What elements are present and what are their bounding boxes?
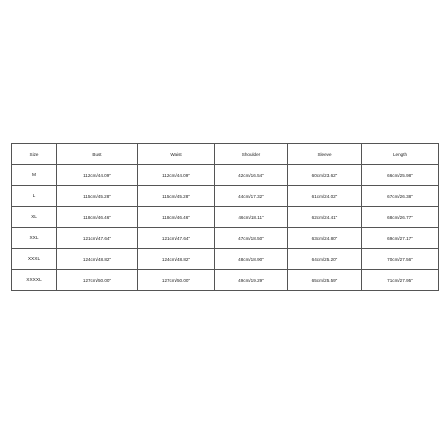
cell-waist: 115cm/45.28"	[138, 186, 215, 207]
cell-sleeve: 61cm/24.02"	[288, 186, 362, 207]
table-row	[12, 228, 439, 249]
cell-length: 69cm/27.17"	[362, 228, 439, 249]
cell-size: XXXXL	[12, 270, 57, 291]
cell-sleeve: 65cm/25.59"	[288, 270, 362, 291]
cell-shoulder: 49cm/19.29"	[215, 270, 288, 291]
cell-waist: 112cm/44.09"	[138, 165, 215, 186]
cell-length: 71cm/27.95"	[362, 270, 439, 291]
header-row	[12, 144, 439, 165]
cell-shoulder: 44cm/17.32"	[215, 186, 288, 207]
cell-sleeve: 62cm/24.41"	[288, 207, 362, 228]
table-row	[12, 165, 439, 186]
cell-shoulder: 48cm/18.90"	[215, 249, 288, 270]
cell-bust: 124cm/48.82"	[57, 249, 138, 270]
cell-length: 66cm/25.98"	[362, 165, 439, 186]
cell-waist: 121cm/47.64"	[138, 228, 215, 249]
cell-bust: 127cm/50.00"	[57, 270, 138, 291]
cell-sleeve: 63cm/24.80"	[288, 228, 362, 249]
header-size: Size	[12, 144, 57, 165]
cell-size: M	[12, 165, 57, 186]
cell-waist: 124cm/48.82"	[138, 249, 215, 270]
cell-shoulder: 46cm/18.11"	[215, 207, 288, 228]
header-length: Length	[362, 144, 439, 165]
header-sleeve: Sleeve	[288, 144, 362, 165]
cell-bust: 115cm/45.28"	[57, 186, 138, 207]
cell-size: L	[12, 186, 57, 207]
cell-length: 67cm/26.38"	[362, 186, 439, 207]
cell-bust: 121cm/47.64"	[57, 228, 138, 249]
cell-size: XXXL	[12, 249, 57, 270]
cell-length: 68cm/26.77"	[362, 207, 439, 228]
table-row	[12, 270, 439, 291]
cell-shoulder: 47cm/18.50"	[215, 228, 288, 249]
cell-size: XL	[12, 207, 57, 228]
cell-size: XXL	[12, 228, 57, 249]
cell-bust: 118cm/46.46"	[57, 207, 138, 228]
cell-bust: 112cm/44.09"	[57, 165, 138, 186]
table-row	[12, 186, 439, 207]
header-shoulder: Shoulder	[215, 144, 288, 165]
table-row	[12, 207, 439, 228]
cell-waist: 127cm/50.00"	[138, 270, 215, 291]
cell-shoulder: 42cm/16.54"	[215, 165, 288, 186]
cell-length: 70cm/27.56"	[362, 249, 439, 270]
size-chart-table	[11, 143, 439, 291]
header-bust: Bust	[57, 144, 138, 165]
table-row	[12, 249, 439, 270]
cell-waist: 118cm/46.46"	[138, 207, 215, 228]
header-waist: Waist	[138, 144, 215, 165]
cell-sleeve: 60cm/23.62"	[288, 165, 362, 186]
cell-sleeve: 64cm/25.20"	[288, 249, 362, 270]
